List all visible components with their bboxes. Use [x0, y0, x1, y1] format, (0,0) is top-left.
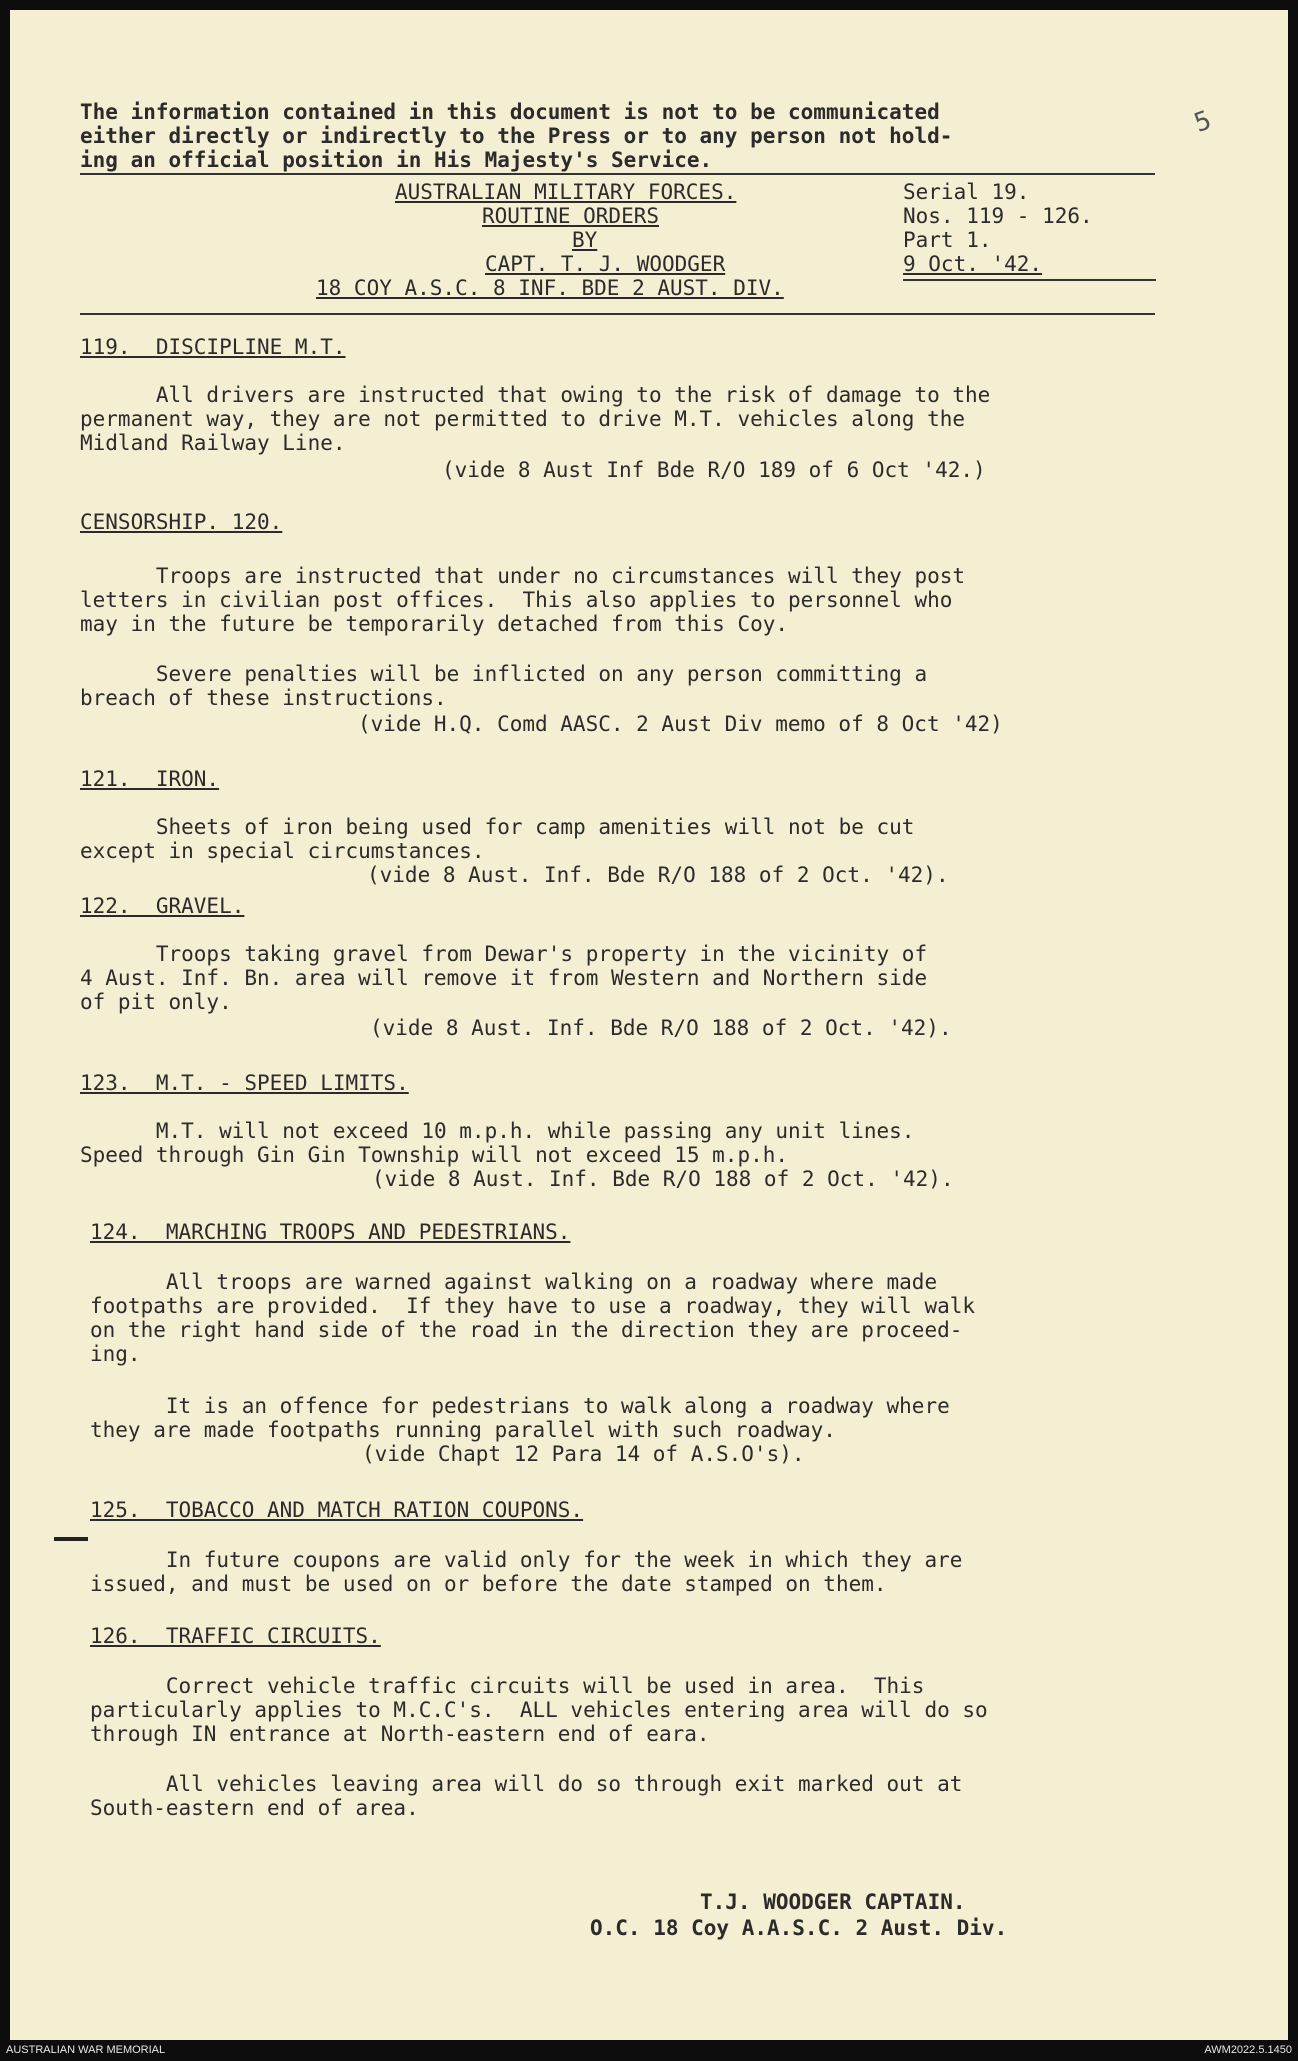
- notice-rule: [80, 173, 1155, 175]
- signature-unit: O.C. 18 Coy A.A.S.C. 2 Aust. Div.: [590, 1916, 1008, 1940]
- order-121-reference: (vide 8 Aust. Inf. Bde R/O 188 of 2 Oct. '42).: [367, 863, 949, 887]
- order-120-line: Severe penalties will be inflicted on any person committing a: [80, 662, 928, 686]
- order-122-line: of pit only.: [80, 990, 232, 1014]
- order-120-line: Troops are instructed that under no circumstances will they post: [80, 564, 966, 588]
- document-page: [10, 10, 1288, 2040]
- header-title: AUSTRALIAN MILITARY FORCES.: [395, 180, 737, 204]
- order-123-reference: (vide 8 Aust. Inf. Bde R/O 188 of 2 Oct. '42).: [372, 1167, 954, 1191]
- order-126-line: particularly applies to M.C.C's. ALL vehicles entering area will do so: [90, 1698, 988, 1722]
- signature-name: T.J. WOODGER CAPTAIN.: [700, 1890, 966, 1914]
- header-subtitle: ROUTINE ORDERS: [482, 204, 660, 228]
- order-122-line: Troops taking gravel from Dewar's property in the vicinity of: [80, 942, 928, 966]
- order-124-line: footpaths are provided. If they have to use a roadway, they will walk: [90, 1294, 976, 1318]
- notice-line-1: The information contained in this document is not to be communicated: [80, 100, 940, 124]
- order-124-line: ing.: [90, 1342, 141, 1366]
- order-124-line: It is an offence for pedestrians to walk along a roadway where: [90, 1394, 950, 1418]
- order-126-line: All vehicles leaving area will do so through exit marked out at: [90, 1772, 963, 1796]
- order-119-reference: (vide 8 Aust Inf Bde R/O 189 of 6 Oct '42.): [442, 458, 986, 482]
- serial-number: Serial 19.: [903, 180, 1030, 204]
- order-121-line: Sheets of iron being used for camp amenities will not be cut: [80, 815, 915, 839]
- order-123-heading: 123. M.T. - SPEED LIMITS.: [80, 1071, 409, 1095]
- header-rule: [80, 313, 1155, 315]
- order-119-line: permanent way, they are not permitted to drive M.T. vehicles along the: [80, 407, 966, 431]
- order-119-line: All drivers are instructed that owing to the risk of damage to the: [80, 383, 991, 407]
- order-124-line: they are made footpaths running parallel with such roadway.: [90, 1418, 836, 1442]
- header-officer: CAPT. T. J. WOODGER: [485, 252, 726, 276]
- order-119-heading: 119. DISCIPLINE M.T.: [80, 335, 346, 359]
- order-120-line: breach of these instructions.: [80, 686, 447, 710]
- order-125-line: In future coupons are valid only for the week in which they are: [90, 1548, 963, 1572]
- notice-line-2: either directly or indirectly to the Press or to any person not hold-: [80, 124, 953, 148]
- margin-mark: [54, 1537, 88, 1541]
- order-126-heading: 126. TRAFFIC CIRCUITS.: [90, 1624, 381, 1648]
- order-124-heading: 124. MARCHING TROOPS AND PEDESTRIANS.: [90, 1220, 571, 1244]
- order-123-line: M.T. will not exceed 10 m.p.h. while passing any unit lines.: [80, 1119, 915, 1143]
- order-126-line: South-eastern end of area.: [90, 1796, 419, 1820]
- order-122-line: 4 Aust. Inf. Bn. area will remove it from Western and Northern side: [80, 966, 928, 990]
- notice-line-3: ing an official position in His Majesty's Service.: [80, 148, 713, 172]
- order-121-heading: 121. IRON.: [80, 767, 220, 791]
- archive-reference: AWM2022.5.1450: [1204, 2044, 1292, 2056]
- order-122-heading: 122. GRAVEL.: [80, 894, 245, 918]
- order-126-line: through IN entrance at North-eastern end of eara.: [90, 1722, 710, 1746]
- order-119-line: Midland Railway Line.: [80, 431, 346, 455]
- order-124-line: All troops are warned against walking on a roadway where made: [90, 1270, 938, 1294]
- header-by: BY: [572, 228, 598, 252]
- order-125-heading: 125. TOBACCO AND MATCH RATION COUPONS.: [90, 1498, 584, 1522]
- margin-note: 5: [1190, 105, 1216, 139]
- order-125-line: issued, and must be used on or before the date stamped on them.: [90, 1572, 887, 1596]
- order-123-line: Speed through Gin Gin Township will not exceed 15 m.p.h.: [80, 1143, 789, 1167]
- part-number: Part 1.: [903, 228, 992, 252]
- order-124-line: on the right hand side of the road in the direction they are proceed-: [90, 1318, 963, 1342]
- archive-credit: AUSTRALIAN WAR MEMORIAL: [6, 2044, 166, 2056]
- date-rule: [903, 279, 1156, 281]
- order-numbers: Nos. 119 - 126.: [903, 204, 1093, 228]
- order-122-reference: (vide 8 Aust. Inf. Bde R/O 188 of 2 Oct. '42).: [370, 1016, 952, 1040]
- order-120-line: letters in civilian post offices. This also applies to personnel who: [80, 588, 953, 612]
- order-126-line: Correct vehicle traffic circuits will be used in area. This: [90, 1674, 925, 1698]
- order-120-heading: CENSORSHIP. 120.: [80, 510, 283, 534]
- order-121-line: except in special circumstances.: [80, 839, 485, 863]
- order-120-reference: (vide H.Q. Comd AASC. 2 Aust Div memo of 8 Oct '42): [358, 712, 1003, 736]
- order-120-line: may in the future be temporarily detached from this Coy.: [80, 612, 789, 636]
- order-124-reference: (vide Chapt 12 Para 14 of A.S.O's).: [362, 1442, 805, 1466]
- header-unit: 18 COY A.S.C. 8 INF. BDE 2 AUST. DIV.: [316, 276, 784, 300]
- issue-date: 9 Oct. '42.: [903, 252, 1043, 276]
